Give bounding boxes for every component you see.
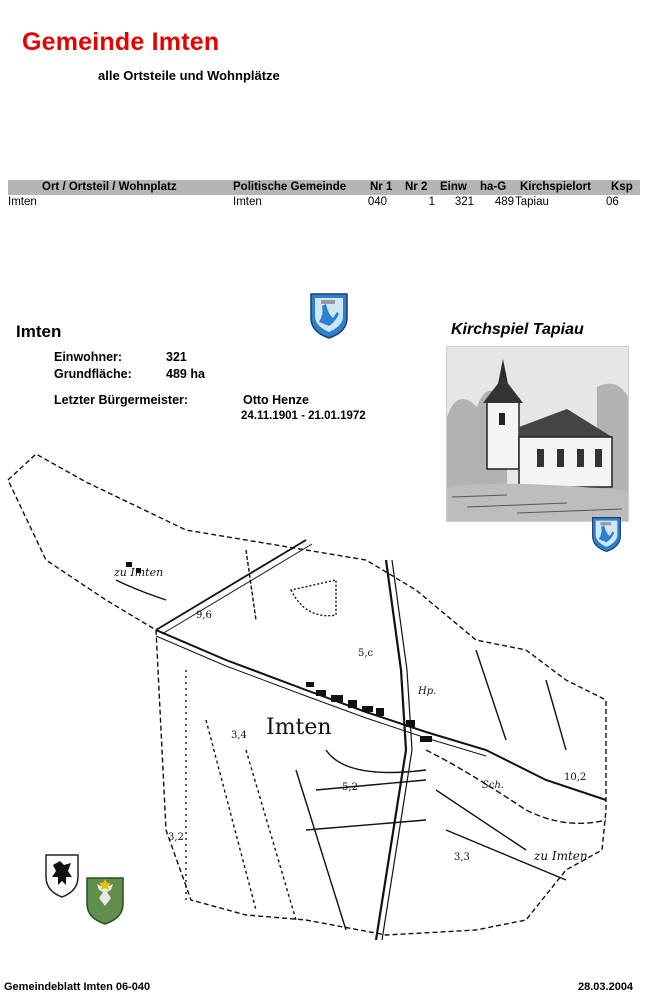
column-header-kirchspielort: Kirchspielort [520, 181, 591, 193]
column-header-einw: Einw [440, 181, 467, 193]
cell-ksp: 06 [606, 196, 619, 208]
cell-ort: Imten [8, 196, 37, 208]
footer-date: 28.03.2004 [578, 981, 634, 993]
einwohner-label: Einwohner: [54, 350, 123, 364]
kirchspiel-title: Kirchspiel Tapiau [451, 321, 584, 338]
flaeche-label: Grundfläche: [54, 367, 132, 381]
cell-gemeinde: Imten [233, 196, 262, 208]
map-label-zu-imten-bottom: zu Imten [534, 849, 588, 863]
eagle-shield-icon [44, 853, 80, 899]
map-label-10-2: 10,2 [564, 772, 587, 783]
map-label-3-2: 3,2 [168, 832, 184, 843]
column-header-ort: Ort / Ortsteil / Wohnplatz [42, 181, 177, 193]
column-header-ksp: Ksp [611, 181, 633, 193]
column-header-gemeinde: Politische Gemeinde [233, 181, 347, 193]
map-label-town: Imten [266, 715, 332, 740]
flaeche-value: 489 ha [166, 367, 205, 381]
page-subtitle: alle Ortsteile und Wohnplätze [98, 68, 280, 83]
cell-ha: 489 [494, 196, 514, 208]
map-label-9-6: 9,6 [196, 610, 212, 621]
map-label-sch: Sch. [482, 780, 505, 791]
map-label-3-3: 3,3 [454, 852, 470, 863]
map-label-zu-imten-top: zu Imten [114, 566, 164, 579]
cell-nr1: 040 [367, 196, 387, 208]
cell-kirchspielort: Tapiau [515, 196, 549, 208]
einwohner-value: 321 [166, 350, 187, 364]
buergermeister-dates: 24.11.1901 - 21.01.1972 [241, 410, 366, 422]
cell-einw: 321 [454, 196, 474, 208]
column-header-nr1: Nr 1 [370, 181, 393, 193]
buergermeister-label: Letzter Bürgermeister: [54, 393, 189, 407]
coat-of-arms-icon [309, 292, 349, 340]
column-header-nr2: Nr 2 [405, 181, 428, 193]
buergermeister-name: Otto Henze [243, 393, 309, 407]
footer-left: Gemeindeblatt Imten 06-040 [4, 981, 151, 993]
map-label-hp: Hp. [418, 686, 437, 697]
page-title: Gemeinde Imten [22, 28, 220, 56]
map-label-3-4: 3,4 [231, 730, 247, 741]
map-label-5-2: 5,2 [342, 782, 358, 793]
map-label-5-c: 5,c [358, 648, 374, 659]
deer-shield-icon [85, 876, 125, 926]
place-name: Imten [16, 322, 62, 341]
cell-nr2: 1 [428, 196, 435, 208]
column-header-ha: ha-G [480, 181, 507, 193]
